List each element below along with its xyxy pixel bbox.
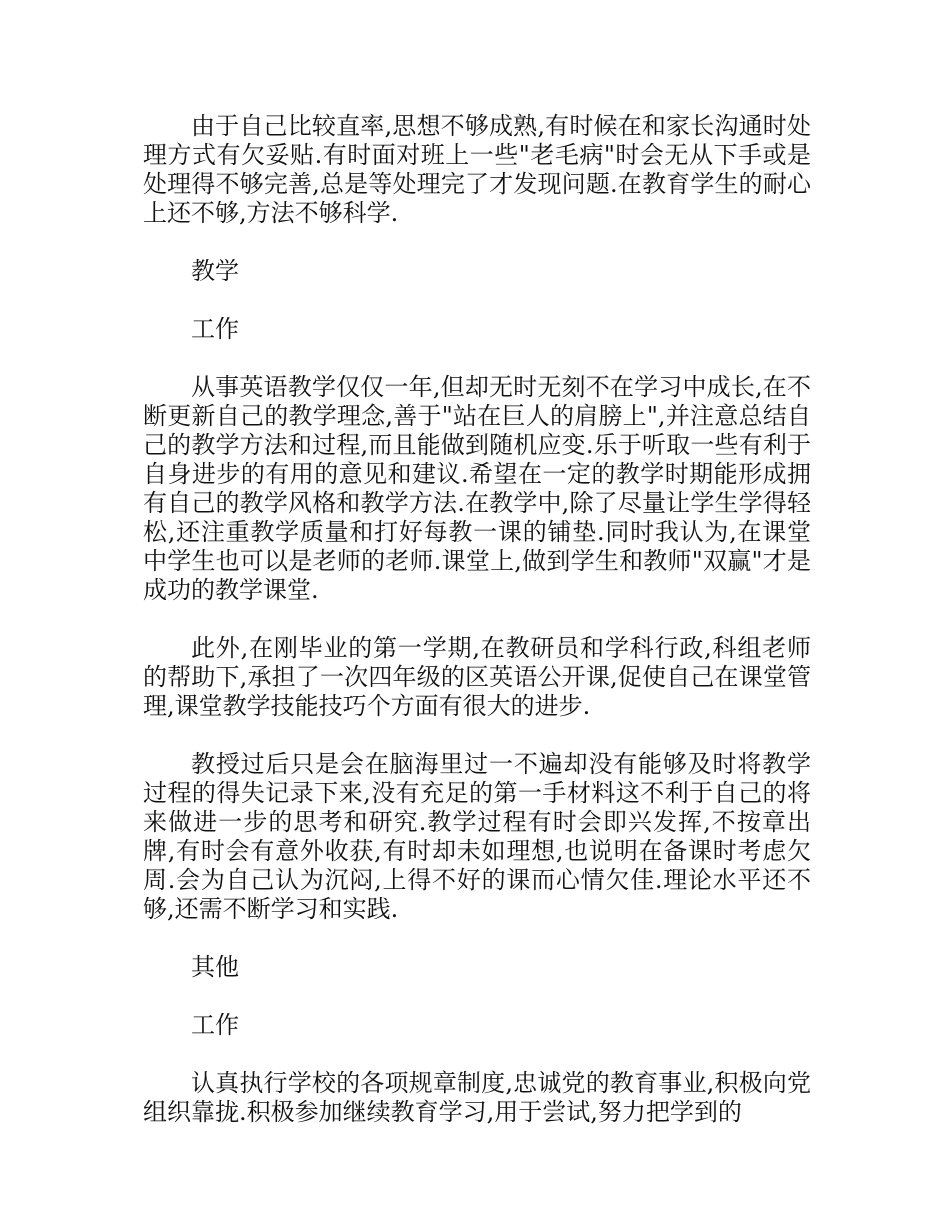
paragraph-teaching-reflection: 教授过后只是会在脑海里过一不遍却没有能够及时将教学过程的得失记录下来,没有充足的第一手材料这不利于自己的将来做进一步的思考和研究.教学过程有时会即兴发挥,不按章出牌,有时会有意外收获,有时却未如理想,也说明在备课时考虑欠周.会为自己认为沉闷,上得不好的课而心情欠佳.理论水平还不够,还需不断学习和实践. — [143, 750, 811, 923]
paragraph-school-rules: 认真执行学校的各项规章制度,忠诚党的教育事业,积极向党组织靠拢.积极参加继续教育学习,用于尝试,努力把学到的 — [143, 1069, 811, 1126]
heading-other: 其他 — [191, 953, 239, 981]
paragraph-parent-communication: 由于自己比较直率,思想不够成熟,有时候在和家长沟通时处理方式有欠妥贴.有时面对班上一些"老毛病"时会无从下手或是处理得不够完善,总是等处理完了才发现问题.在教育学生的耐心上还不够,方法不够科学. — [143, 112, 811, 227]
heading-other-work: 工作 — [191, 1011, 239, 1039]
heading-teaching: 教学 — [191, 257, 239, 285]
paragraph-english-teaching: 从事英语教学仅仅一年,但却无时无刻不在学习中成长,在不断更新自己的教学理念,善于"站在巨人的肩膀上",并注意总结自己的教学方法和过程,而且能做到随机应变.乐于听取一些有利于自身进步的有用的意见和建议.希望在一定的教学时期能形成拥有自己的教学风格和教学方法.在教学中,除了尽量让学生学得轻松,还注重教学质量和打好每教一课的铺垫.同时我认为,在课堂中学生也可以是老师的老师.课堂上,做到学生和教师"双赢"才是成功的教学课堂. — [143, 373, 811, 604]
document-page — [143, 112, 811, 1156]
paragraph-open-class: 此外,在刚毕业的第一学期,在教研员和学科行政,科组老师的帮助下,承担了一次四年级的区英语公开课,促使自己在课堂管理,课堂教学技能技巧个方面有很大的进步. — [143, 634, 811, 720]
heading-teaching-work: 工作 — [191, 315, 239, 343]
